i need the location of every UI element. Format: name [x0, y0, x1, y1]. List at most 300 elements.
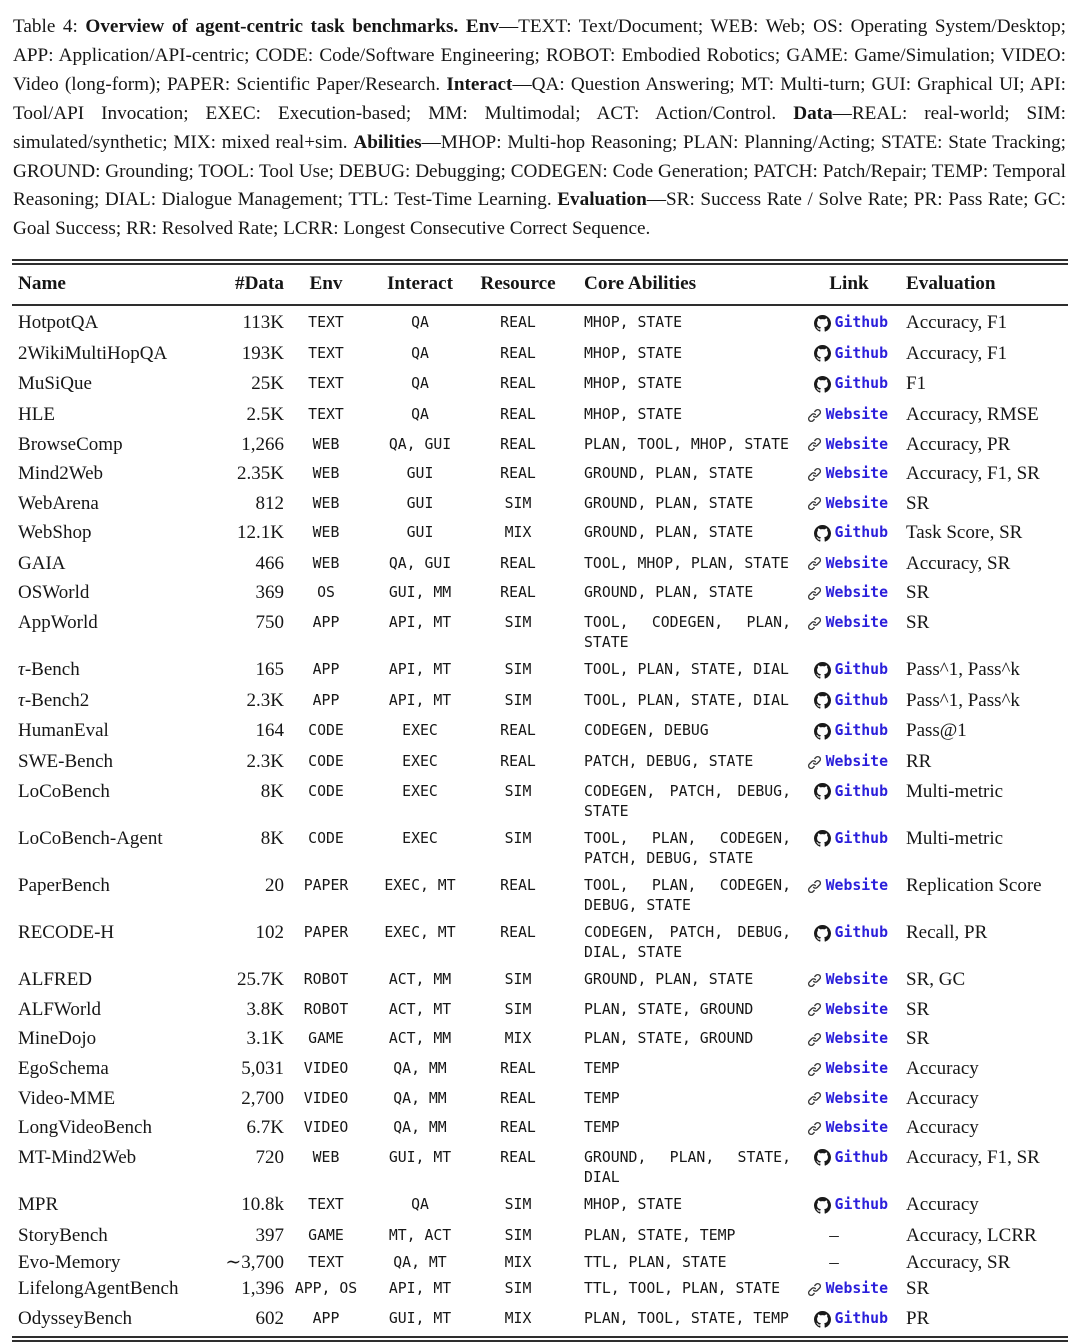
data-count: ∼3,700	[225, 1251, 284, 1273]
resource-value: REAL	[500, 722, 536, 740]
env-value: APP	[312, 691, 340, 709]
benchmark-name: MineDojo	[18, 1028, 97, 1050]
benchmark-name: LoCoBench-Agent	[18, 827, 163, 849]
link-cell	[797, 431, 901, 461]
benchmark-name: BrowseComp	[18, 433, 123, 455]
link-cell	[797, 1115, 901, 1145]
evaluation-value: SR	[906, 1278, 930, 1300]
resource-value: MIX	[504, 1310, 532, 1328]
benchmark-name: RECODE-H	[18, 922, 115, 944]
website-link[interactable]	[807, 1029, 888, 1049]
link-cell	[797, 778, 901, 825]
core-abilities: GROUND, PLAN, STATE, DIAL	[584, 1148, 791, 1186]
column-header-env: Env	[284, 265, 368, 305]
data-count: 20	[265, 874, 284, 896]
resource-value: SIM	[504, 1000, 532, 1018]
core-abilities: TEMP	[584, 1119, 620, 1137]
core-abilities: TOOL, MHOP, PLAN, STATE	[584, 554, 789, 572]
link-icon	[807, 1062, 822, 1077]
github-link[interactable]	[814, 829, 888, 849]
resource-value: REAL	[500, 554, 536, 572]
benchmark-name: SWE-Bench	[18, 750, 114, 772]
table-row	[12, 1249, 1068, 1276]
resource-value: SIM	[504, 1226, 532, 1244]
interact-value: GUI, MM	[388, 584, 452, 602]
benchmark-name: LongVideoBench	[18, 1117, 152, 1139]
core-abilities: PLAN, TOOL, STATE, TEMP	[584, 1310, 789, 1328]
evaluation-value: SR	[906, 612, 930, 634]
interact-value: GUI	[406, 524, 434, 542]
core-abilities: TOOL, CODEGEN, PLAN, STATE	[584, 614, 791, 652]
caption-term: Interact	[446, 73, 513, 95]
github-link-label: Github	[834, 661, 888, 679]
github-link-label: Github	[834, 722, 888, 740]
data-count: 2.3K	[246, 750, 284, 772]
evaluation-value: Pass^1, Pass^k	[906, 689, 1020, 711]
resource-value: REAL	[500, 314, 536, 332]
env-value: OS	[317, 584, 335, 602]
github-icon	[814, 783, 831, 800]
link-icon	[807, 496, 822, 511]
website-link[interactable]	[807, 554, 888, 574]
interact-value: ACT, MT	[388, 1000, 452, 1018]
env-value: TEXT	[308, 405, 344, 423]
data-count: 750	[255, 612, 284, 634]
data-count: 5,031	[241, 1058, 284, 1080]
table-row	[12, 967, 1068, 997]
data-count: 720	[255, 1146, 284, 1168]
evaluation-value: Pass^1, Pass^k	[906, 659, 1020, 681]
resource-value: MIX	[504, 1253, 532, 1271]
github-icon	[814, 315, 831, 332]
core-abilities: PLAN, STATE, GROUND	[584, 1030, 754, 1048]
link-icon	[807, 408, 822, 423]
core-abilities: TOOL, PLAN, CODEGEN, DEBUG, STATE	[584, 876, 791, 915]
github-icon	[814, 1197, 831, 1214]
data-count: 6.7K	[246, 1117, 284, 1139]
table-row	[12, 749, 1068, 779]
link-cell	[797, 461, 901, 491]
evaluation-value: SR	[906, 582, 930, 604]
evaluation-value: SR	[906, 998, 930, 1020]
table-row	[12, 371, 1068, 402]
core-abilities: TOOL, PLAN, CODEGEN, PATCH, DEBUG, STATE	[584, 829, 791, 867]
link-cell	[797, 1144, 901, 1191]
no-link-dash: –	[829, 1224, 839, 1246]
link-icon	[807, 616, 822, 631]
resource-value: SIM	[504, 494, 532, 512]
link-cell	[797, 340, 901, 371]
caption-text: —QA: Question Answering; MT: Multi-turn; GUI: Graphical UI; API: Tool/API Invocation; EXEC: Execution-based; MM: Multimodal; ACT: Action/Control.	[13, 73, 1066, 124]
benchmark-name: StoryBench	[18, 1224, 108, 1246]
website-link-label: Website	[825, 971, 888, 989]
github-link[interactable]	[814, 1148, 888, 1168]
github-link-label: Github	[834, 829, 888, 847]
resource-value: REAL	[500, 435, 536, 453]
table-row	[12, 825, 1068, 872]
evaluation-value: Accuracy, PR	[906, 433, 1011, 455]
website-link[interactable]	[807, 435, 888, 455]
caption-text: —SR: Success Rate / Solve Rate; PR: Pass Rate; GC: Goal Success; RR: Resolved Rate; LCRR: Longest Consecutive Correct Sequence.	[13, 189, 1066, 240]
link-icon	[807, 1121, 822, 1136]
data-count: 25K	[251, 373, 284, 395]
core-abilities: PLAN, TOOL, MHOP, STATE	[584, 435, 789, 453]
website-link-label: Website	[825, 1030, 888, 1048]
resource-value: SIM	[504, 829, 532, 847]
env-value: CODE	[308, 782, 344, 800]
interact-value: QA	[411, 405, 429, 423]
data-count: 397	[255, 1224, 284, 1246]
link-cell	[797, 1222, 901, 1249]
resource-value: SIM	[504, 971, 532, 989]
website-link-label: Website	[825, 435, 888, 453]
github-link[interactable]	[814, 923, 888, 943]
evaluation-value: Multi-metric	[906, 780, 1004, 802]
website-link-label: Website	[825, 494, 888, 512]
table-row	[12, 431, 1068, 461]
interact-value: EXEC, MT	[384, 876, 456, 894]
website-link-label: Website	[825, 752, 888, 770]
evaluation-value: Task Score, SR	[906, 522, 1023, 544]
benchmark-name: τ-Bench	[18, 659, 80, 681]
benchmark-name: LoCoBench	[18, 780, 110, 802]
link-icon	[807, 879, 822, 894]
data-count: 2,700	[241, 1087, 284, 1109]
table-row	[12, 1192, 1068, 1223]
data-count: 10.8k	[241, 1193, 284, 1215]
interact-value: GUI, MT	[388, 1310, 452, 1328]
caption-text: —REAL: real-world; SIM: simulated/synthetic; MIX: mixed real+sim.	[13, 102, 1066, 153]
caption-term: Overview of agent-centric task benchmarks.	[85, 16, 466, 37]
website-link-label: Website	[825, 405, 888, 423]
evaluation-value: Accuracy	[906, 1058, 979, 1080]
env-value: WEB	[312, 494, 340, 512]
table-row	[12, 305, 1068, 340]
interact-value: QA, MM	[393, 1119, 447, 1137]
github-link-label: Github	[834, 691, 888, 709]
table-row	[12, 718, 1068, 749]
core-abilities: PATCH, DEBUG, STATE	[584, 752, 754, 770]
link-cell	[797, 873, 901, 920]
core-abilities: TTL, TOOL, PLAN, STATE	[584, 1280, 780, 1298]
data-count: 102	[255, 922, 284, 944]
table-row	[12, 1306, 1068, 1337]
link-cell	[797, 1276, 901, 1306]
table-row	[12, 550, 1068, 580]
github-link[interactable]	[814, 660, 888, 680]
github-link[interactable]	[814, 691, 888, 711]
resource-value: REAL	[500, 344, 536, 362]
website-link-label: Website	[825, 584, 888, 602]
link-cell	[797, 1192, 901, 1223]
benchmark-name: HumanEval	[18, 720, 109, 742]
benchmark-name: HotpotQA	[18, 312, 99, 334]
interact-value: QA, MT	[393, 1253, 447, 1271]
github-link-label: Github	[834, 1310, 888, 1328]
benchmark-name: GAIA	[18, 552, 66, 574]
resource-value: SIM	[504, 614, 532, 632]
table-row	[12, 687, 1068, 718]
evaluation-value: Replication Score	[906, 874, 1042, 896]
env-value: APP	[312, 614, 340, 632]
website-link[interactable]	[807, 464, 888, 484]
github-icon	[814, 662, 831, 679]
resource-value: REAL	[500, 752, 536, 770]
table-row	[12, 920, 1068, 967]
interact-value: QA, GUI	[388, 554, 452, 572]
env-value: GAME	[308, 1226, 344, 1244]
resource-value: SIM	[504, 1195, 532, 1213]
website-link[interactable]	[807, 1059, 888, 1079]
github-link[interactable]	[814, 374, 888, 394]
resource-value: SIM	[504, 661, 532, 679]
env-value: CODE	[308, 752, 344, 770]
website-link[interactable]	[807, 1089, 888, 1109]
evaluation-value: RR	[906, 750, 932, 772]
link-icon	[807, 1091, 822, 1106]
benchmark-name: WebArena	[18, 492, 99, 514]
website-link[interactable]	[807, 752, 888, 772]
core-abilities: TOOL, PLAN, STATE, DIAL	[584, 691, 789, 709]
link-cell	[797, 687, 901, 718]
website-link-label: Website	[825, 554, 888, 572]
website-link[interactable]	[807, 970, 888, 990]
column-header-abilities: Core Abilities	[564, 265, 797, 305]
benchmark-name: Evo-Memory	[18, 1251, 121, 1273]
core-abilities: TTL, PLAN, STATE	[584, 1253, 727, 1271]
table-row	[12, 1144, 1068, 1191]
interact-value: API, MT	[388, 691, 452, 709]
website-link[interactable]	[807, 1000, 888, 1020]
benchmark-name: EgoSchema	[18, 1058, 109, 1080]
data-count: 3.1K	[246, 1028, 284, 1050]
github-icon	[814, 345, 831, 362]
evaluation-value: Accuracy	[906, 1117, 979, 1139]
github-link-label: Github	[834, 314, 888, 332]
caption-text: —MHOP: Multi-hop Reasoning; PLAN: Planning/Acting; STATE: State Tracking; GROUND: Grounding; TOOL: Tool Use; DEBUG: Debugging; CODEGEN: Code Generation; PATCH: Patch/Repair; TEMP: Temporal Reasoning; DIAL: Dialogue Management; TTL: Test-Time Learning.	[13, 131, 1066, 211]
table-row	[12, 402, 1068, 432]
link-cell	[797, 610, 901, 657]
evaluation-value: Accuracy, F1	[906, 312, 1008, 334]
link-cell	[797, 490, 901, 520]
env-value: WEB	[312, 435, 340, 453]
benchmark-name: OSWorld	[18, 582, 90, 604]
website-link-label: Website	[825, 1000, 888, 1018]
github-icon	[814, 692, 831, 709]
link-cell	[797, 580, 901, 610]
env-value: GAME	[308, 1030, 344, 1048]
website-link[interactable]	[807, 583, 888, 603]
evaluation-value: SR, GC	[906, 969, 966, 991]
data-count: 602	[255, 1308, 284, 1330]
benchmark-name: MPR	[18, 1193, 59, 1215]
website-link[interactable]	[807, 1118, 888, 1138]
data-count: 8K	[260, 827, 284, 849]
benchmark-name: AppWorld	[18, 612, 98, 634]
interact-value: QA	[411, 314, 429, 332]
website-link[interactable]	[807, 494, 888, 514]
table-row	[12, 490, 1068, 520]
link-cell	[797, 920, 901, 967]
evaluation-value: SR	[906, 492, 930, 514]
env-value: ROBOT	[303, 1000, 349, 1018]
core-abilities: MHOP, STATE	[584, 314, 682, 332]
github-icon	[814, 525, 831, 542]
header-row	[12, 265, 1068, 305]
github-link-label: Github	[834, 524, 888, 542]
core-abilities: CODEGEN, PATCH, DEBUG, DIAL, STATE	[584, 924, 791, 962]
resource-value: REAL	[500, 1089, 536, 1107]
core-abilities: CODEGEN, PATCH, DEBUG, STATE	[584, 782, 791, 820]
data-count: 164	[255, 720, 284, 742]
env-value: TEXT	[308, 344, 344, 362]
table-row	[12, 657, 1068, 688]
data-count: 165	[255, 659, 284, 681]
resource-value: REAL	[500, 1060, 536, 1078]
column-header-data: #Data	[208, 265, 284, 305]
benchmark-name: LifelongAgentBench	[18, 1278, 179, 1300]
column-header-name: Name	[12, 265, 208, 305]
github-link-label: Github	[834, 344, 888, 362]
website-link[interactable]	[807, 613, 888, 633]
env-value: WEB	[312, 524, 340, 542]
github-link[interactable]	[814, 1195, 888, 1215]
caption-term: Abilities	[353, 131, 422, 153]
benchmark-table	[12, 259, 1068, 1342]
link-cell	[797, 657, 901, 688]
resource-value: SIM	[504, 782, 532, 800]
link-cell	[797, 825, 901, 872]
core-abilities: GROUND, PLAN, STATE	[584, 971, 754, 989]
website-link[interactable]	[807, 876, 888, 896]
interact-value: API, MT	[388, 614, 452, 632]
env-value: WEB	[312, 554, 340, 572]
env-value: TEXT	[308, 1195, 344, 1213]
env-value: CODE	[308, 829, 344, 847]
github-link[interactable]	[814, 782, 888, 802]
github-link[interactable]	[814, 1309, 888, 1329]
table-row	[12, 520, 1068, 551]
data-count: 193K	[241, 342, 284, 364]
core-abilities: MHOP, STATE	[584, 344, 682, 362]
evaluation-value: Accuracy	[906, 1087, 979, 1109]
github-icon	[814, 830, 831, 847]
benchmark-name: MT-Mind2Web	[18, 1146, 137, 1168]
no-link-dash: –	[829, 1251, 839, 1273]
interact-value: QA, GUI	[388, 435, 452, 453]
data-count: 3.8K	[246, 998, 284, 1020]
table-row	[12, 1085, 1068, 1115]
core-abilities: TOOL, PLAN, STATE, DIAL	[584, 661, 789, 679]
interact-value: QA	[411, 375, 429, 393]
table-row	[12, 1222, 1068, 1249]
table-row	[12, 1276, 1068, 1306]
github-link[interactable]	[814, 523, 888, 543]
github-link-label: Github	[834, 924, 888, 942]
core-abilities: GROUND, PLAN, STATE	[584, 494, 754, 512]
link-cell	[797, 1056, 901, 1086]
resource-value: MIX	[504, 524, 532, 542]
github-icon	[814, 376, 831, 393]
link-cell	[797, 1306, 901, 1337]
core-abilities: TEMP	[584, 1089, 620, 1107]
core-abilities: GROUND, PLAN, STATE	[584, 465, 754, 483]
core-abilities: GROUND, PLAN, STATE	[584, 524, 754, 542]
github-icon	[814, 723, 831, 740]
link-cell	[797, 718, 901, 749]
link-cell	[797, 371, 901, 402]
website-link-label: Website	[825, 1119, 888, 1137]
core-abilities: CODEGEN, DEBUG	[584, 722, 709, 740]
website-link[interactable]	[807, 1279, 888, 1299]
caption-text: —TEXT: Text/Document; WEB: Web; OS: Operating System/Desktop; APP: Application/API-centric; CODE: Code/Software Engineering; ROBOT: Embodied Robotics; GAME: Game/Simulation; VIDEO: Video (long-form); PAPER: Scientific Paper/Research.	[13, 16, 1066, 95]
website-link[interactable]	[807, 405, 888, 425]
benchmark-name: HLE	[18, 403, 55, 425]
link-icon	[807, 437, 822, 452]
benchmark-name: 2WikiMultiHopQA	[18, 342, 168, 364]
data-count: 812	[255, 492, 284, 514]
column-header-evaluation: Evaluation	[901, 265, 1068, 305]
resource-value: REAL	[500, 375, 536, 393]
evaluation-value: Recall, PR	[906, 922, 988, 944]
env-value: WEB	[312, 465, 340, 483]
interact-value: MT, ACT	[388, 1226, 452, 1244]
github-link-label: Github	[834, 782, 888, 800]
website-link-label: Website	[825, 1089, 888, 1107]
caption-term: Env	[465, 16, 499, 37]
github-link-label: Github	[834, 1148, 888, 1166]
resource-value: REAL	[500, 405, 536, 423]
env-value: PAPER	[303, 924, 349, 942]
caption-term: Evaluation	[557, 189, 647, 211]
link-cell	[797, 1249, 901, 1276]
caption-term: Data	[793, 102, 833, 124]
link-icon	[807, 556, 822, 571]
github-icon	[814, 1149, 831, 1166]
evaluation-value: Accuracy, SR	[906, 552, 1011, 574]
interact-value: QA, MM	[393, 1060, 447, 1078]
benchmark-name: OdysseyBench	[18, 1308, 133, 1330]
github-icon	[814, 925, 831, 942]
resource-value: REAL	[500, 924, 536, 942]
evaluation-value: Accuracy, LCRR	[906, 1224, 1037, 1246]
env-value: TEXT	[308, 1253, 344, 1271]
interact-value: EXEC	[402, 752, 438, 770]
resource-value: REAL	[500, 465, 536, 483]
interact-value: API, MT	[388, 1280, 452, 1298]
website-link-label: Website	[825, 614, 888, 632]
evaluation-value: Accuracy, F1, SR	[906, 1146, 1040, 1168]
resource-value: MIX	[504, 1030, 532, 1048]
link-icon	[807, 973, 822, 988]
github-link[interactable]	[814, 721, 888, 741]
github-link[interactable]	[814, 313, 888, 333]
env-value: APP, OS	[294, 1280, 358, 1298]
link-cell	[797, 749, 901, 779]
evaluation-value: Accuracy, F1, SR	[906, 463, 1040, 485]
interact-value: ACT, MM	[388, 1030, 452, 1048]
data-count: 8K	[260, 780, 284, 802]
evaluation-value: SR	[906, 1028, 930, 1050]
interact-value: GUI	[406, 465, 434, 483]
env-value: APP	[312, 661, 340, 679]
website-link-label: Website	[825, 465, 888, 483]
evaluation-value: Accuracy, RMSE	[906, 403, 1039, 425]
interact-value: QA	[411, 344, 429, 362]
website-link-label: Website	[825, 1280, 888, 1298]
interact-value: EXEC	[402, 829, 438, 847]
github-link[interactable]	[814, 344, 888, 364]
